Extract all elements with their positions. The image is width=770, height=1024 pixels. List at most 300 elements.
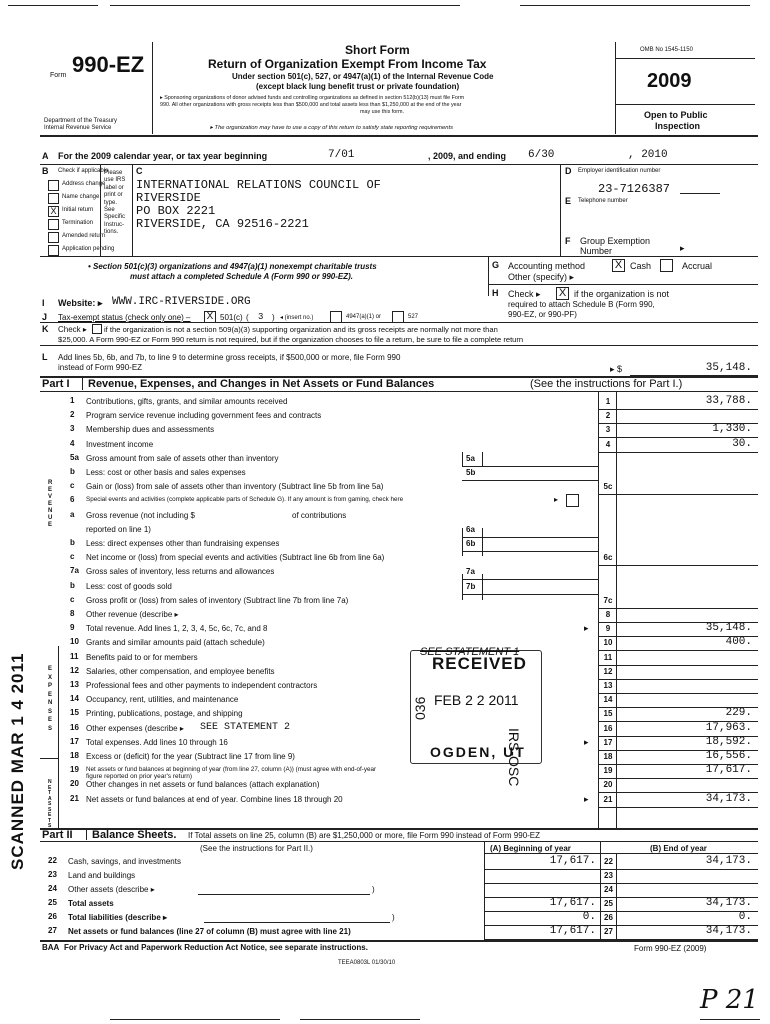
row-text: Less: cost or other basis and sales expenses	[86, 468, 246, 477]
line-i-label: I	[42, 298, 45, 308]
rule	[300, 1019, 420, 1020]
row-number: c	[70, 552, 75, 562]
section-d-label: D	[565, 166, 572, 176]
accrual-checkbox[interactable]	[660, 259, 673, 272]
line-number: 21	[603, 794, 613, 804]
name-change-checkbox[interactable]	[48, 193, 59, 204]
rule	[462, 579, 598, 580]
rule	[598, 608, 758, 609]
line-k-checkbox[interactable]	[92, 324, 102, 334]
rule	[462, 537, 598, 538]
row-text2[interactable]: SEE STATEMENT 2	[200, 721, 291, 733]
section-h-check: Check ▸	[508, 289, 541, 299]
rule	[462, 594, 598, 595]
line-number: 17	[603, 737, 613, 747]
row-text2: figure reported on prior year's return)	[86, 773, 193, 781]
open-public-1: Open to Public	[644, 110, 708, 120]
bs-line-number: 26	[604, 913, 613, 922]
bs-row-text: Other assets (describe ▸	[68, 885, 155, 894]
rule	[484, 883, 758, 884]
linenum-col-left	[598, 391, 599, 828]
line-l-label: L	[42, 352, 48, 362]
bs-line-number: 25	[604, 899, 613, 908]
form-subtitle2: (except black lung benefit trust or private foundation)	[256, 82, 460, 91]
row-text: Occupancy, rent, utilities, and maintenance	[86, 695, 239, 705]
part2-see-instructions: (See the instructions for Part II.)	[200, 844, 313, 853]
line-k-label: K	[42, 324, 49, 334]
insert-no-label: ◂ (insert no.)	[280, 315, 314, 321]
section-f-label: F	[565, 236, 571, 246]
address-change-checkbox[interactable]	[48, 180, 59, 191]
bs-row-number: 25	[48, 898, 57, 907]
row-text: Net income or (loss) from special events and activities (Subtract line 6b from line 6a)	[86, 553, 385, 563]
row-value[interactable]: 17,963.	[705, 721, 752, 734]
line-k-text3: $25,000. A Form 990-EZ or Form 990 return is not required, but if the organization chooses to file a return, be sure to file a complete return	[58, 335, 524, 344]
rule	[110, 1019, 280, 1020]
gaming-arrow-icon: ▸	[554, 495, 559, 505]
org-address-line1[interactable]: PO BOX 2221	[136, 204, 216, 218]
col-b-header: (B) End of year	[650, 844, 707, 853]
row-number: 14	[70, 694, 79, 704]
section-e-label: E	[565, 196, 572, 206]
rule	[700, 1019, 760, 1020]
row-number: c	[70, 481, 75, 491]
row-text: Less: direct expenses other than fundraising expenses	[86, 539, 280, 548]
footer-privacy: For Privacy Act and Paperwork Reduction Act Notice, see separate instructions.	[64, 943, 368, 952]
rule	[132, 164, 133, 256]
bs-col-b-value[interactable]: 34,173.	[705, 925, 752, 937]
line-k-text2: if the organization is not a section 509(a)(3) supporting organization and its gross receipts are normally not more than	[104, 325, 498, 334]
short-form-label: Short Form	[345, 43, 410, 57]
group-arrow-icon: ▸	[680, 243, 685, 253]
rule	[86, 828, 87, 840]
form-label: Form	[50, 72, 67, 79]
row-number: 21	[70, 793, 79, 803]
rule	[598, 494, 758, 495]
bs-line-number: 27	[604, 927, 613, 936]
row-text: Gain or (loss) from sale of assets other than inventory (Subtract line 5b from line 5a)	[86, 482, 384, 492]
ein-value[interactable]: 23-7126387	[598, 182, 671, 196]
rule	[40, 758, 58, 759]
row-text: Net assets or fund balances at beginning of year (from line 27, column (A)) (must agree with end-of-year	[86, 766, 377, 774]
section-b-title: Check if applicable	[58, 168, 109, 174]
section-g-label: G	[492, 260, 500, 270]
section-h-text4: 990-EZ, or 990-PF)	[508, 310, 577, 319]
row-text: Printing, publications, postage, and shipping	[86, 709, 243, 719]
bs-row-number: 22	[48, 856, 57, 865]
row-number: 7a	[70, 566, 79, 576]
section-b-label: B	[42, 166, 49, 176]
line-number: 16	[603, 723, 613, 733]
top-rule	[8, 5, 98, 6]
part1-title: Revenue, Expenses, and Changes in Net Assets or Fund Balances	[88, 378, 435, 390]
rule	[598, 693, 758, 694]
rule	[40, 256, 758, 257]
row-value[interactable]: 229.	[725, 707, 752, 720]
row-number: 19	[70, 765, 79, 775]
line-number: 2	[605, 411, 611, 421]
row-text: Net assets or fund balances at end of year. Combine lines 18 through 20	[86, 794, 343, 804]
bs-row-text: Total liabilities (describe ▸	[68, 913, 168, 922]
bs-col-a-value[interactable]: 17,617.	[549, 855, 596, 867]
bs-line-number: 22	[604, 857, 613, 866]
initial-return-checkbox[interactable]: X	[48, 206, 59, 217]
rule	[462, 466, 598, 467]
part2-label: Part II	[42, 829, 73, 841]
bs-row-text: Land and buildings	[68, 871, 136, 880]
rule	[680, 193, 720, 194]
row-text: Other revenue (describe ▸	[86, 610, 179, 619]
rule	[204, 922, 390, 923]
row-number: 12	[70, 665, 79, 675]
org-name-line1[interactable]: INTERNATIONAL RELATIONS COUNCIL OF	[136, 178, 381, 192]
footer-code: TEEA0803L 01/30/10	[338, 960, 396, 966]
org-address-line2[interactable]: RIVERSIDE, CA 92516-2221	[136, 217, 309, 231]
gross-receipts-value[interactable]: 35,148.	[705, 362, 752, 374]
row-text: Program service revenue including government fees and contracts	[86, 411, 322, 421]
line-a-label: A	[42, 151, 49, 161]
row-arrow-icon: ▸	[584, 736, 589, 747]
row-number: 13	[70, 680, 79, 689]
part1-title-note: (See the instructions for Part I.)	[530, 378, 683, 390]
rule	[598, 778, 758, 779]
gaming-checkbox[interactable]	[566, 494, 579, 507]
bs-row-text: Total assets	[68, 899, 114, 908]
amended-return-label: Amended return	[62, 233, 106, 239]
row-text: Gross revenue (not including $	[86, 510, 195, 520]
rule	[462, 551, 598, 552]
rule	[615, 58, 755, 59]
line-number: 20	[603, 780, 613, 790]
bs-line-number: 23	[604, 871, 613, 880]
row-number: 18	[70, 751, 79, 760]
sponsor-note3: may use this form.	[360, 109, 405, 115]
row-text: Gross sales of inventory, less returns and allowances	[86, 567, 275, 577]
line-a-text: For the 2009 calendar year, or tax year beginning	[58, 151, 268, 161]
row-number: 5a	[70, 452, 79, 462]
website-value[interactable]: WWW.IRC-RIVERSIDE.ORG	[112, 296, 251, 308]
line-number: 19	[603, 766, 613, 776]
line-l-text1: Add lines 5b, 6b, and 7b, to line 9 to determine gross receipts, if $500,000 or more, file Form 990	[58, 353, 401, 362]
line-number: 15	[603, 709, 613, 719]
bs-col-b-value[interactable]: 34,173.	[705, 897, 752, 909]
rule	[560, 164, 561, 256]
sponsor-note1: ▸ Sponsoring organizations of donor advised funds and controlling organizations as defined in section 512(b)(13) must file Form	[160, 95, 465, 101]
tax-year: 2009	[647, 70, 692, 92]
line-l-arrow: ▸ $	[610, 364, 623, 374]
footer-form-ref: Form 990-EZ (2009)	[634, 944, 707, 953]
please-print-note: Please use IRS label or print or type. See Specific Instruc- tions.	[104, 170, 126, 236]
rule	[615, 104, 755, 105]
part1-label: Part I	[42, 378, 70, 390]
row-number: 6	[70, 495, 75, 505]
line-number: 10	[603, 638, 613, 648]
section-501-note2: must attach a completed Schedule A (Form 990 or 990-EZ).	[130, 272, 354, 281]
section-e-title: Telephone number	[578, 198, 628, 204]
stamp-ogden: OGDEN, UT	[430, 744, 526, 760]
line-number: 13	[603, 681, 613, 690]
stamp-num: 036	[412, 696, 428, 720]
rule	[40, 940, 758, 942]
dept-line1: Department of the Treasury	[44, 118, 118, 124]
section-501-note1: • Section 501(c)(3) organizations and 4947(a)(1) nonexempt charitable trusts	[88, 262, 377, 271]
row-value[interactable]: 33,788.	[705, 395, 752, 407]
bs-line-number: 24	[604, 885, 613, 894]
side-label-net-assets: NET ASSETS	[48, 779, 52, 829]
line-k-check: Check ▸	[58, 325, 87, 334]
side-label-expenses: EXPENSES	[48, 666, 53, 732]
line-number: 7c	[603, 595, 613, 605]
row-number: 2	[70, 410, 75, 420]
501c-number[interactable]: 3	[258, 312, 264, 322]
group-exemption-line1: Group Exemption	[580, 236, 651, 246]
tax-year-begin[interactable]: 7/01	[328, 149, 355, 161]
stamp-received: RECEIVED	[432, 654, 527, 673]
row-number: 10	[70, 637, 79, 647]
row-number: 20	[70, 779, 79, 789]
row-number: 9	[70, 623, 75, 633]
row-text: Salaries, other compensation, and employee benefits	[86, 666, 275, 676]
section-d-title: Employer identification number	[578, 168, 661, 174]
sub-line-label: 6b	[466, 539, 476, 548]
footer-baa: BAA	[42, 943, 60, 952]
name-change-label: Name change	[62, 194, 100, 200]
rule	[598, 650, 758, 651]
sub-col	[462, 452, 463, 467]
sponsor-note2: 990. All other organizations with gross receipts less than $500,000 and total assets less than $1,250,000 at the end of the year	[160, 102, 462, 108]
rule	[198, 894, 370, 895]
line-l-text2: instead of Form 990-EZ	[58, 363, 143, 372]
row-value[interactable]: 30.	[732, 437, 752, 450]
row-text: Grants and similar amounts paid (attach schedule)	[86, 638, 265, 648]
527-label: 527	[408, 314, 419, 320]
row-text: Other expenses (describe ▸	[86, 723, 184, 733]
row-number: 3	[70, 424, 75, 434]
rule	[598, 452, 758, 453]
row-value[interactable]: 34,173.	[705, 792, 752, 805]
rule	[488, 256, 489, 296]
header-divider	[615, 42, 616, 134]
top-rule	[110, 5, 460, 6]
rule	[598, 565, 758, 566]
line-number: 6c	[603, 553, 613, 563]
accounting-method-label: Accounting method	[508, 261, 586, 271]
501c-label: 501(c)	[220, 313, 243, 322]
sub-line-label: 7b	[466, 581, 476, 591]
sub-line-label: 6a	[466, 524, 475, 534]
stamp-irs: IRS-OSC	[506, 728, 522, 787]
tax-year-end[interactable]: 6/30	[528, 149, 555, 161]
address-change-label: Address change	[62, 181, 106, 187]
see-statement-1: SEE STATEMENT 1	[420, 646, 520, 658]
rule	[484, 869, 758, 870]
bs-row-number: 27	[48, 926, 57, 935]
row-number: 17	[70, 736, 79, 746]
row-text: Less: cost of goods sold	[86, 581, 172, 591]
form-number: 990-EZ	[72, 52, 145, 77]
row-value[interactable]: 1,330.	[712, 423, 752, 436]
bs-row-number: 23	[48, 870, 57, 879]
line-number: 12	[603, 666, 613, 676]
row-text: Gross profit or (loss) from sales of inventory (Subtract line 7b from line 7a)	[86, 595, 349, 605]
section-h-text2: if the organization is not	[574, 289, 670, 299]
line-number: 1	[605, 397, 611, 406]
row-text: Special events and activities (complete applicable parts of Schedule G). If any amount is from gaming, check here	[86, 496, 404, 504]
row-text: Membership dues and assessments	[86, 425, 215, 435]
line-number: 5c	[603, 482, 613, 492]
rule	[40, 322, 758, 323]
row-number: c	[70, 594, 75, 604]
stamp-date: FEB 2 2 2011	[434, 692, 519, 708]
row-text: Other changes in net assets or fund balances (attach explanation)	[86, 780, 320, 790]
line-j-label: J	[42, 312, 48, 322]
open-public-2: Inspection	[655, 121, 701, 131]
rule	[58, 646, 59, 828]
row-number: b	[70, 467, 75, 476]
org-name-line2[interactable]: RIVERSIDE	[136, 191, 201, 205]
sub-col	[482, 452, 483, 467]
rule	[598, 409, 758, 410]
section-h-text3: required to attach Schedule B (Form 990,	[508, 300, 655, 309]
bs-row-text: Net assets or fund balances (line 27 of column (B) must agree with line 21)	[68, 927, 351, 936]
row-text: reported on line 1)	[86, 524, 151, 534]
rule	[598, 807, 758, 808]
bs-row-number: 26	[48, 912, 57, 921]
4947-label: 4947(a)(1) or	[346, 314, 382, 320]
schedule-b-checkbox[interactable]: X	[556, 287, 569, 300]
cash-label: Cash	[630, 261, 652, 271]
row-text: Excess or (deficit) for the year (Subtract line 17 from line 9)	[86, 752, 295, 761]
copy-note: ▸ The organization may have to use a copy of this return to satisfy state reporting requirements	[210, 125, 453, 131]
accrual-label: Accrual	[682, 261, 713, 271]
section-c-label: C	[136, 166, 143, 176]
row-value[interactable]: 18,592.	[705, 735, 752, 748]
bs-row-number: 24	[48, 884, 57, 893]
row-arrow-icon: ▸	[584, 623, 589, 634]
row-value[interactable]: 17,617.	[705, 764, 752, 777]
line-number: 3	[605, 425, 611, 435]
rule	[598, 679, 758, 680]
section-h-label: H	[492, 288, 499, 298]
501c-close-paren: )	[272, 313, 275, 322]
part2-title: Balance Sheets.	[92, 829, 177, 841]
form-title: Return of Organization Exempt From Income Tax	[208, 57, 487, 71]
row-value[interactable]: 16,556.	[705, 750, 752, 762]
form-subtitle1: Under section 501(c), 527, or 4947(a)(1) of the Internal Revenue Code	[232, 72, 494, 81]
bs-col-a-value[interactable]: 0.	[582, 911, 596, 923]
rule	[40, 164, 758, 165]
sub-col	[482, 574, 483, 600]
bs-row-text: Cash, savings, and investments	[68, 857, 181, 866]
line-number: 4	[605, 439, 611, 449]
col-a-header: (A) Beginning of year	[490, 844, 571, 853]
sub-col	[462, 574, 463, 600]
scanned-stamp: SCANNED MAR 1 4 2011	[8, 652, 27, 870]
501c-checkbox[interactable]: X	[204, 311, 216, 323]
describe-close-paren: )	[372, 885, 375, 894]
tax-exempt-status-label: Tax-exempt status (check only one) –	[58, 313, 191, 322]
row-text2: of contributions	[292, 510, 347, 520]
bs-col-b-value[interactable]: 0.	[738, 911, 752, 923]
website-label: Website: ▸	[58, 298, 103, 308]
bs-col-a-value[interactable]: 17,617.	[549, 925, 596, 937]
row-text: Contributions, gifts, grants, and similar amounts received	[86, 397, 288, 406]
row-number: 11	[70, 651, 79, 661]
rule	[100, 164, 101, 256]
handwritten-page: P 21	[700, 985, 759, 1015]
dept-line2: Internal Revenue Service	[44, 125, 112, 131]
application-pending-checkbox[interactable]	[48, 245, 59, 256]
line-number: 9	[605, 624, 611, 634]
rule	[40, 841, 758, 842]
row-text: Investment income	[86, 439, 154, 449]
row-number: 15	[70, 708, 79, 718]
line-number: 11	[603, 652, 613, 662]
bs-col-a-value[interactable]: 17,617.	[549, 897, 596, 909]
describe-close-paren: )	[392, 913, 395, 922]
tax-year-end-year: , 2010	[628, 149, 668, 161]
row-text: Total revenue. Add lines 1, 2, 3, 4, 5c, 6c, 7c, and 8	[86, 624, 268, 634]
row-number: b	[70, 580, 75, 590]
line-number: 18	[603, 752, 613, 761]
rule	[484, 853, 758, 854]
row-text: Benefits paid to or for members	[86, 652, 198, 662]
row-value[interactable]: 400.	[725, 636, 752, 649]
row-number: a	[70, 509, 75, 519]
row-value[interactable]: 35,148.	[705, 622, 752, 635]
rule	[82, 377, 83, 390]
rule	[598, 665, 758, 666]
cash-checkbox[interactable]: X	[612, 259, 625, 272]
row-number: 8	[70, 609, 75, 618]
row-number: 1	[70, 396, 75, 405]
row-arrow-icon: ▸	[584, 793, 589, 804]
501c-open-paren: (	[246, 313, 249, 322]
header-divider	[152, 42, 153, 134]
initial-return-label: Initial return	[62, 207, 94, 213]
other-method-label: Other (specify) ▸	[508, 272, 575, 282]
row-number: b	[70, 538, 75, 547]
sub-line-label: 5b	[466, 468, 476, 477]
linenum-col-right	[616, 391, 617, 828]
row-number: 16	[70, 722, 79, 732]
line-number: 14	[603, 695, 613, 705]
rule	[488, 284, 758, 285]
part2-note: If Total assets on line 25, column (B) are $1,250,000 or more, file Form 990 instead of Form 990-EZ	[188, 831, 541, 840]
top-rule	[520, 5, 750, 6]
bs-col-b-value[interactable]: 34,173.	[705, 855, 752, 867]
row-text: Gross amount from sale of assets other than inventory	[86, 453, 279, 463]
amended-return-checkbox[interactable]	[48, 232, 59, 243]
row-number: 4	[70, 438, 75, 448]
termination-checkbox[interactable]	[48, 219, 59, 230]
line-number: 8	[605, 610, 611, 619]
header-bottom-rule	[40, 135, 758, 137]
rule	[462, 480, 598, 481]
omb-number: OMB No 1545-1150	[640, 47, 693, 53]
row-text: Total expenses. Add lines 10 through 16	[86, 737, 228, 747]
sub-line-label: 5a	[466, 453, 475, 463]
termination-label: Termination	[62, 220, 94, 226]
rule	[40, 345, 758, 346]
side-label-revenue: REVENUE	[48, 480, 53, 528]
sub-line-label: 7a	[466, 567, 475, 577]
rule	[40, 391, 758, 392]
application-pending-label: Application pending	[62, 246, 115, 252]
group-exemption-line2: Number	[580, 246, 613, 256]
row-text: Professional fees and other payments to independent contractors	[86, 681, 318, 690]
line-a-mid: , 2009, and ending	[428, 151, 507, 161]
